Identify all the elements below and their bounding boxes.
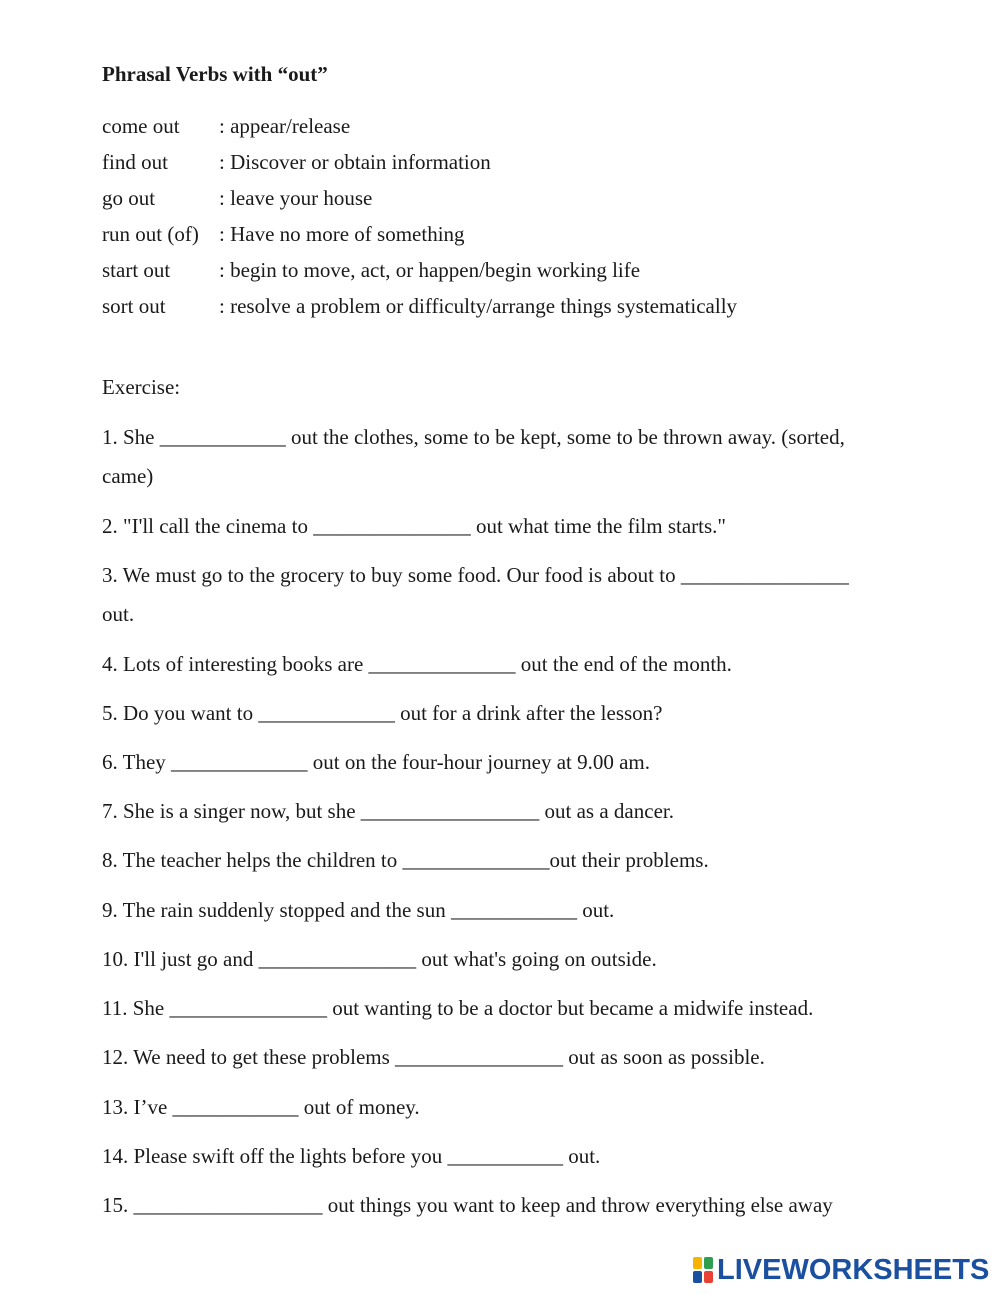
glossary-term: start out <box>102 258 171 282</box>
glossary-term: find out <box>102 150 168 174</box>
question-text: 13. I’ve ____________ out of money. <box>102 1095 420 1119</box>
exercise-question-14 <box>102 1137 932 1176</box>
exercise-question-7 <box>102 792 932 831</box>
question-text: 6. They _____________ out on the four-hour journey at 9.00 am. <box>102 750 651 774</box>
exercise-question-11 <box>102 989 932 1028</box>
glossary-definition: : begin to move, act, or happen/begin working life <box>219 258 641 282</box>
liveworksheets-mark-icon <box>693 1257 713 1283</box>
exercise-question-12 <box>102 1038 932 1077</box>
exercise-heading: Exercise: <box>102 375 181 399</box>
question-text: 14. Please swift off the lights before you ___________ out. <box>102 1144 601 1168</box>
glossary-list <box>102 108 737 324</box>
question-text: 4. Lots of interesting books are ______________ out the end of the month. <box>102 652 732 676</box>
glossary-definition: : appear/release <box>219 114 351 138</box>
exercise-question-10 <box>102 940 932 979</box>
exercise-question-5 <box>102 694 932 733</box>
glossary-definition: : Have no more of something <box>219 222 465 246</box>
exercise-question-8 <box>102 841 932 880</box>
glossary-term: go out <box>102 186 156 210</box>
question-text: 12. We need to get these problems ________________ out as soon as possible. <box>102 1045 765 1069</box>
exercise-question-1 <box>102 418 932 496</box>
page-title: Phrasal Verbs with “out” <box>102 62 328 86</box>
question-text: 7. She is a singer now, but she _________________ out as a dancer. <box>102 799 674 823</box>
glossary-row <box>102 252 737 288</box>
glossary-row <box>102 108 737 144</box>
glossary-row <box>102 216 737 252</box>
exercise-question-4 <box>102 645 932 684</box>
exercise-question-3 <box>102 556 932 634</box>
question-text-continued: out. <box>102 602 135 626</box>
question-text: 1. She ____________ out the clothes, some to be kept, some to be thrown away. (sorted, <box>102 425 845 449</box>
question-text: 15. __________________ out things you want to keep and throw everything else away <box>102 1193 833 1217</box>
question-text-continued: came) <box>102 464 154 488</box>
question-text: 5. Do you want to _____________ out for a drink after the lesson? <box>102 701 663 725</box>
glossary-definition: : leave your house <box>219 186 373 210</box>
question-text: 8. The teacher helps the children to ______________out their problems. <box>102 848 709 872</box>
question-text: 3. We must go to the grocery to buy some food. Our food is about to ________________ <box>102 563 849 587</box>
liveworksheets-logo-text: LIVEWORKSHEETS <box>717 1254 990 1286</box>
exercise-question-13 <box>102 1088 932 1127</box>
glossary-row <box>102 180 737 216</box>
question-text: 11. She _______________ out wanting to be a doctor but became a midwife instead. <box>102 996 814 1020</box>
glossary-row <box>102 288 737 324</box>
question-text: 2. "I'll call the cinema to _______________ out what time the film starts." <box>102 514 726 538</box>
glossary-definition: : resolve a problem or difficulty/arrange things systematically <box>219 294 738 318</box>
exercise-question-15 <box>102 1186 932 1225</box>
question-text: 10. I'll just go and _______________ out what's going on outside. <box>102 947 657 971</box>
glossary-row <box>102 144 737 180</box>
glossary-term: run out (of) <box>102 222 199 246</box>
glossary-term: come out <box>102 114 180 138</box>
glossary-term: sort out <box>102 294 166 318</box>
exercise-question-6 <box>102 743 932 782</box>
exercise-question-9 <box>102 891 932 930</box>
liveworksheets-logo <box>693 1254 989 1286</box>
exercise-question-2 <box>102 507 932 546</box>
question-text: 9. The rain suddenly stopped and the sun ____________ out. <box>102 898 615 922</box>
glossary-definition: : Discover or obtain information <box>219 150 491 174</box>
